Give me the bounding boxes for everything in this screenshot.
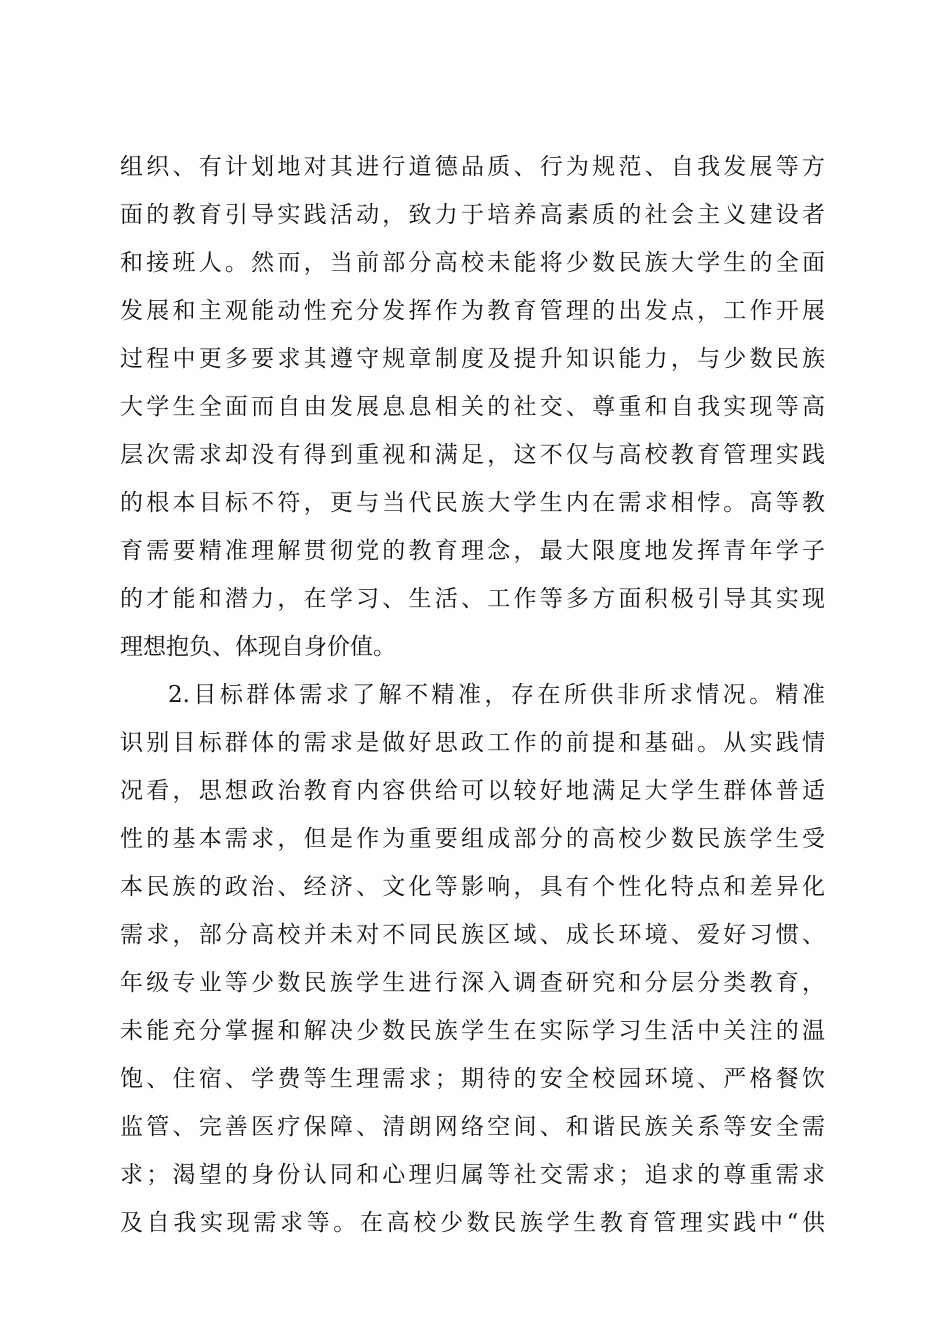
paragraph-line: 育需要精准理解贯彻党的教育理念，最大限度地发挥青年学子 — [120, 538, 825, 564]
paragraph-line: 未能充分掌握和解决少数民族学生在实际学习生活中关注的温 — [120, 1018, 825, 1044]
paragraph-line: 组织、有计划地对其进行道德品质、行为规范、自我发展等方 — [120, 154, 825, 180]
paragraph-line: 饱、住宿、学费等生理需求；期待的安全校园环境、严格餐饮 — [120, 1066, 825, 1092]
paragraph-line: 的才能和潜力，在学习、生活、工作等多方面积极引导其实现 — [120, 586, 825, 612]
paragraph-line: 大学生全面而自由发展息息相关的社交、尊重和自我实现等高 — [120, 394, 825, 420]
paragraph-line: 面的教育引导实践活动，致力于培养高素质的社会主义建设者 — [120, 202, 825, 228]
paragraph-line: 况看，思想政治教育内容供给可以较好地满足大学生群体普适 — [120, 778, 825, 804]
paragraph-line: 和接班人。然而，当前部分高校未能将少数民族大学生的全面 — [120, 250, 825, 276]
section-heading-line: 2.目标群体需求了解不精准，存在所供非所求情况。精准 — [168, 682, 825, 708]
paragraph-line: 监管、完善医疗保障、清朗网络空间、和谐民族关系等安全需 — [120, 1114, 825, 1140]
paragraph-line: 过程中更多要求其遵守规章制度及提升知识能力，与少数民族 — [120, 346, 825, 372]
paragraph-line: 年级专业等少数民族学生进行深入调查研究和分层分类教育， — [120, 970, 825, 996]
paragraph-line: 需求，部分高校并未对不同民族区域、成长环境、爱好习惯、 — [120, 922, 825, 948]
paragraph-line: 发展和主观能动性充分发挥作为教育管理的出发点，工作开展 — [120, 298, 825, 324]
paragraph-line: 的根本目标不符，更与当代民族大学生内在需求相悖。高等教 — [120, 490, 825, 516]
paragraph-line: 求；渴望的身份认同和心理归属等社交需求；追求的尊重需求 — [120, 1162, 825, 1188]
paragraph-line: 层次需求却没有得到重视和满足，这不仅与高校教育管理实践 — [120, 442, 825, 468]
paragraph-line: 及自我实现需求等。在高校少数民族学生教育管理实践中“供 — [120, 1210, 825, 1236]
paragraph-line: 性的基本需求，但是作为重要组成部分的高校少数民族学生受 — [120, 826, 825, 852]
paragraph-line: 识别目标群体的需求是做好思政工作的前提和基础。从实践情 — [120, 730, 825, 756]
paragraph-line: 理想抱负、体现自身价值。 — [120, 634, 396, 660]
paragraph-line: 本民族的政治、经济、文化等影响，具有个性化特点和差异化 — [120, 874, 825, 900]
